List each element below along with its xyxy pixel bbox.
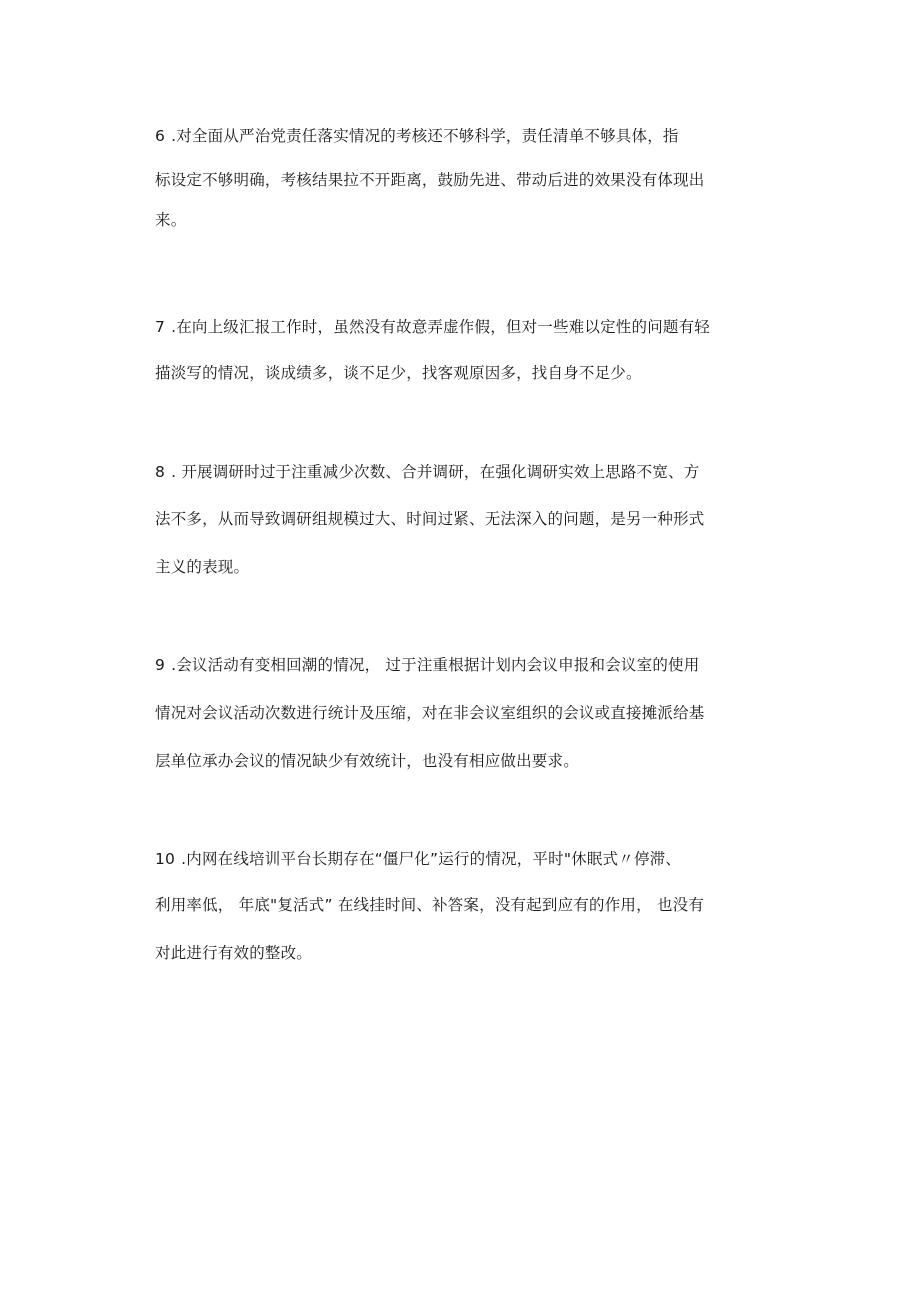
item-line: 主义的表现。 [155, 558, 250, 576]
item-line [155, 125, 775, 147]
item-number: 8 [155, 463, 166, 481]
item-number: 6 [155, 127, 166, 145]
item-line [155, 848, 775, 870]
item-text: .在向上级汇报工作时，虽然没有故意弄虚作假，但对一些难以定性的问题有轻 [171, 318, 710, 336]
item-line: 来。 [155, 211, 187, 229]
item-line: 对此进行有效的整改。 [155, 944, 313, 962]
item-text: . 开展调研时过于注重减少次数、合并调研，在强化调研实效上思路不宽、方 [171, 463, 700, 481]
item-line [155, 316, 775, 338]
item-line: 法不多，从而导致调研组规模过大、时间过紧、无法深入的问题，是另一种形式 [155, 510, 705, 528]
list-item-6 [155, 125, 775, 231]
item-line: 层单位承办会议的情况缺少有效统计，也没有相应做出要求。 [155, 752, 579, 770]
item-number: 10 [155, 850, 176, 868]
item-text: .对全面从严治党责任落实情况的考核还不够科学，责任清单不够具体，指 [171, 127, 679, 145]
item-line: 描淡写的情况，谈成绩多，谈不足少，找客观原因多，找自身不足少。 [155, 364, 642, 382]
item-line: 利用率低， 年底"复活式” 在线挂时间、补答案，没有起到应有的作用， 也没有 [155, 896, 705, 914]
item-text: .会议活动有变相回潮的情况， 过于注重根据计划内会议申报和会议室的使用 [171, 656, 700, 674]
list-item-8 [155, 461, 775, 578]
list-item-10 [155, 848, 775, 964]
item-number: 9 [155, 656, 166, 674]
item-line [155, 654, 775, 676]
list-item-9 [155, 654, 775, 772]
item-line: 标设定不够明确，考核结果拉不开距离，鼓励先进、带动后进的效果没有体现出 [155, 171, 705, 189]
item-line [155, 461, 775, 483]
list-item-7 [155, 316, 775, 384]
item-line: 情况对会议活动次数进行统计及压缩，对在非会议室组织的会议或直接摊派给基 [155, 704, 705, 722]
item-number: 7 [155, 318, 166, 336]
item-text: .内网在线培训平台长期存在“僵尸化”运行的情况，平时"休眠式〃停滞、 [181, 850, 682, 868]
